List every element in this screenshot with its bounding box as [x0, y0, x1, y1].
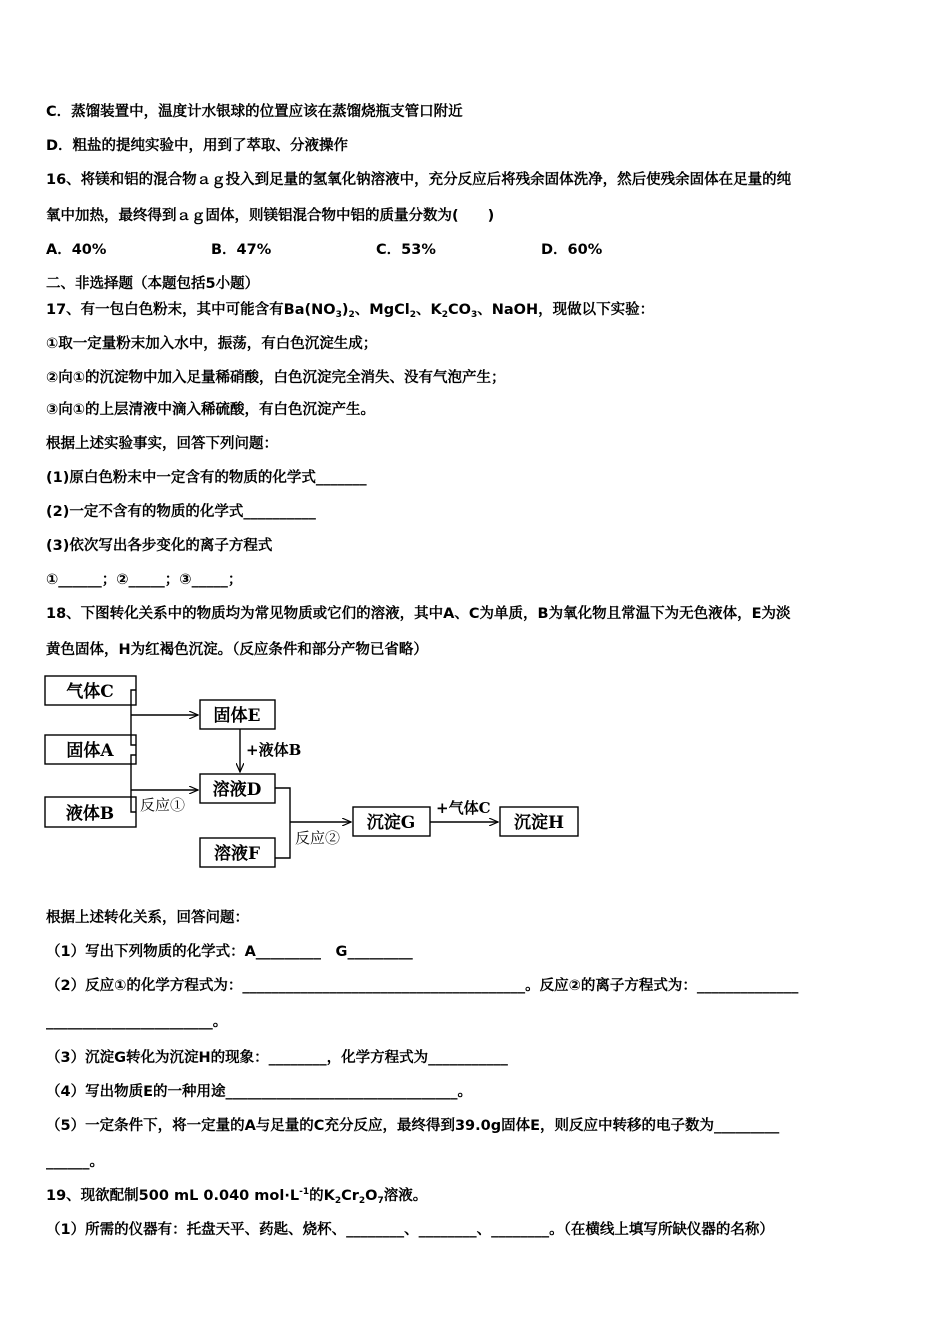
- subscript: 2: [441, 310, 448, 320]
- subscript: 3: [335, 310, 342, 320]
- text-segment: 氧中加热，最终得到ａｇ固体，则镁铝混合物中铝的质量分数为( ): [46, 208, 495, 224]
- subscript: 2: [358, 1196, 366, 1206]
- label-solid-a: 固体A: [66, 741, 114, 761]
- label-reaction-1: 反应①: [140, 796, 186, 814]
- text-segment: C．蒸馏装置中，温度计水银球的位置应该在蒸馏烧瓶支管口附近: [46, 104, 463, 120]
- bracket-c-a: [131, 690, 136, 745]
- text-segment: Cr: [341, 1188, 359, 1204]
- text-segment: （2）反应①的化学方程式为：_______________________________________。反应②的离子方程式为：______________: [46, 978, 799, 994]
- answer-option: D．60%: [541, 242, 603, 258]
- label-reaction-2: 反应②: [295, 829, 341, 847]
- text-segment: （1）所需的仪器有：托盘天平、药匙、烧杯、________、________、________。（在横线上填写所缺仪器的名称）: [46, 1222, 774, 1238]
- subscript: 2: [409, 310, 416, 320]
- subscript: 2: [334, 1196, 342, 1206]
- text-segment: 根据上述转化关系，回答问题：: [46, 910, 249, 926]
- label-solid-e: 固体E: [213, 706, 261, 726]
- text-segment: (1)原白色粉末中一定含有的物质的化学式_______: [46, 470, 367, 486]
- text-segment: 的K: [309, 1188, 335, 1204]
- text-segment: 16、将镁和铝的混合物ａｇ投入到足量的氢氧化钠溶液中，充分反应后将残余固体洗净，然后使残余固体在足量的纯: [46, 172, 792, 188]
- label-precipitate-g: 沉淀G: [366, 813, 416, 833]
- text-segment: （5）一定条件下，将一定量的A与足量的C充分反应，最终得到39.0g固体E，则反应中转移的电子数为_________: [46, 1118, 780, 1134]
- text-segment: ①取一定量粉末加入水中，振荡，有白色沉淀生成；: [46, 336, 378, 352]
- text-segment: 、K: [415, 302, 442, 318]
- text-segment: 17、有一包白色粉末，其中可能含有Ba(NO: [46, 302, 336, 318]
- superscript: -1: [299, 1187, 310, 1197]
- text-segment: 溶液。: [383, 1188, 428, 1204]
- text-segment: (3)依次写出各步变化的离子方程式: [46, 538, 273, 554]
- text-segment: （1）写出下列物质的化学式：A_________ G_________: [46, 944, 413, 960]
- bracket-d-f: [275, 788, 290, 858]
- text-segment: 、NaOH，现做以下实验：: [477, 302, 655, 318]
- label-liquid-b: 液体B: [65, 804, 115, 824]
- text-segment: ③向①的上层清液中滴入稀硫酸，有白色沉淀产生。: [46, 402, 376, 418]
- answer-option: C．53%: [376, 242, 436, 258]
- text-segment: ②向①的沉淀物中加入足量稀硝酸，白色沉淀完全消失、没有气泡产生；: [46, 370, 506, 386]
- text-segment: 、MgCl: [354, 302, 410, 318]
- text-segment: 18、下图转化关系中的物质均为常见物质或它们的溶液，其中A、C为单质，B为氧化物且常温下为无色液体，E为淡: [46, 606, 791, 622]
- text-segment: （3）沉淀G转化为沉淀H的现象：________，化学方程式为___________: [46, 1050, 508, 1066]
- text-segment: 二、非选择题（本题包括5小题）: [46, 276, 260, 292]
- text-segment: 19、现欲配制500 mL 0.040 mol·L: [46, 1188, 300, 1204]
- text-segment: O: [365, 1188, 378, 1204]
- text-segment: （4）写出物质E的一种用途________________________________。: [46, 1084, 472, 1100]
- text-segment: CO: [447, 302, 471, 318]
- text-segment: D．粗盐的提纯实验中，用到了萃取、分液操作: [46, 138, 349, 154]
- subscript: 2: [348, 310, 355, 320]
- text-segment: ): [341, 302, 349, 318]
- text-segment: (2)一定不含有的物质的化学式__________: [46, 504, 316, 520]
- answer-option: A．40%: [46, 242, 107, 258]
- label-solution-d: 溶液D: [212, 780, 262, 800]
- text-segment: _______________________。: [46, 1014, 228, 1030]
- label-gas-c: 气体C: [66, 682, 114, 702]
- label-solution-f: 溶液F: [213, 844, 261, 864]
- text-segment: ______。: [46, 1154, 104, 1170]
- label-plus-liquid-b: +液体B: [246, 741, 302, 759]
- text-segment: 黄色固体，H为红褐色沉淀。（反应条件和部分产物已省略）: [46, 642, 428, 658]
- text-segment: 根据上述实验事实，回答下列问题：: [46, 436, 278, 452]
- subscript: 3: [470, 310, 478, 320]
- label-precipitate-h: 沉淀H: [513, 813, 565, 833]
- text-segment: ①______；②_____；③_____；: [46, 572, 243, 588]
- answer-option: B．47%: [211, 242, 272, 258]
- label-plus-gas-c: +气体C: [436, 799, 491, 817]
- subscript: 7: [377, 1196, 384, 1206]
